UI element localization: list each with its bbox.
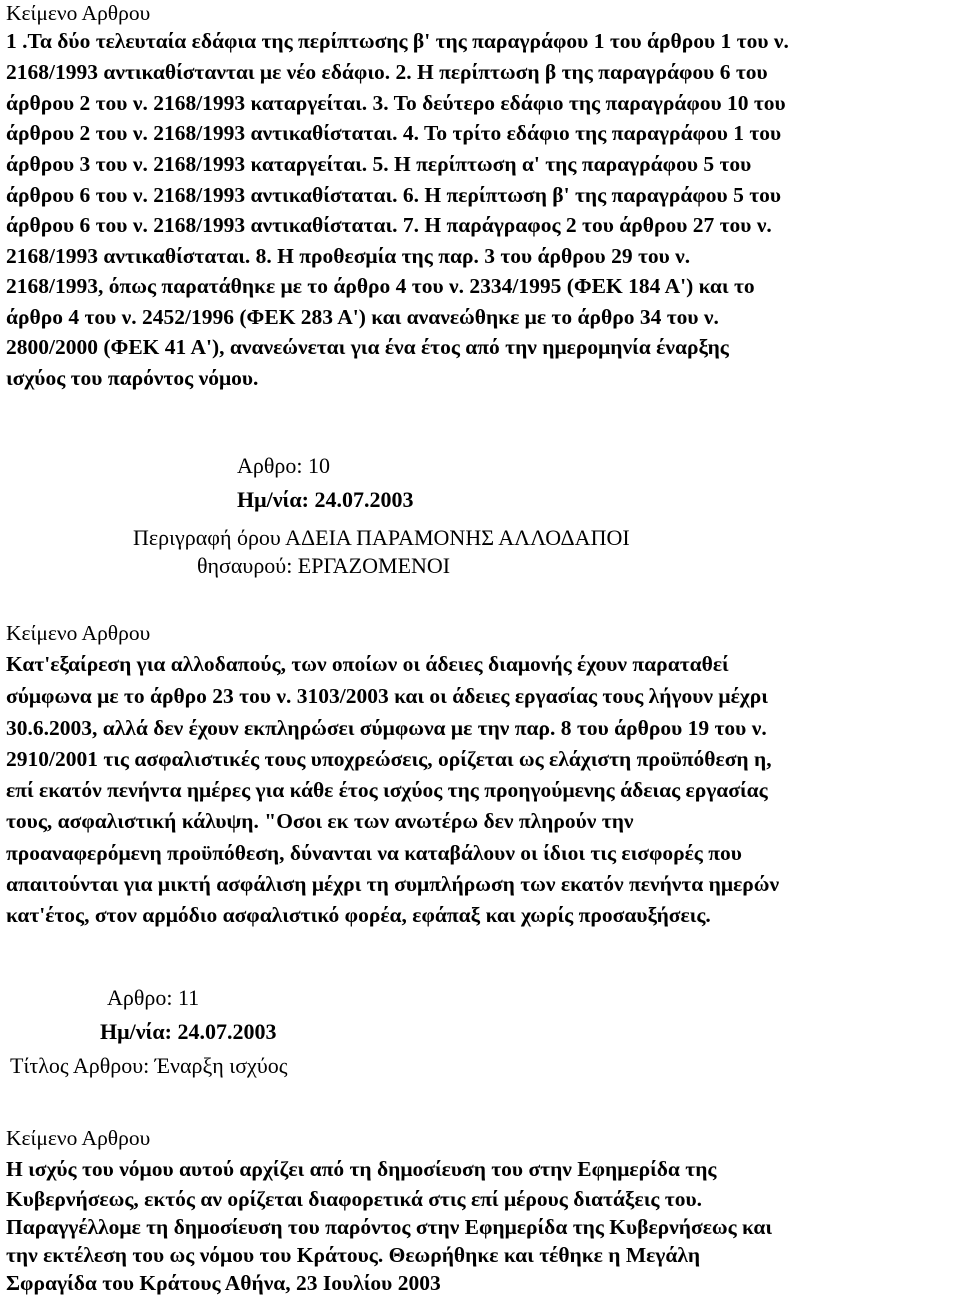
section1-label: Κείμενο Αρθρου — [6, 1, 151, 25]
article10-line-7: προαναφερόμενη προϋπόθεση, δύνανται να καταβάλουν οι ίδιοι τις εισφορές που — [6, 841, 742, 865]
section1-line-10: άρθρο 4 του ν. 2452/1996 (ΦΕΚ 283 Α') και ανανεώθηκε με το άρθρο 34 του ν. — [6, 305, 719, 329]
section1-line-8: 2168/1993 αντικαθίσταται. 8. Η προθεσμία της παρ. 3 του άρθρου 29 του ν. — [6, 244, 691, 268]
section1-line-6: άρθρου 6 του ν. 2168/1993 αντικαθίσταται. 6. Η περίπτωση β' της παραγράφου 5 του — [6, 183, 782, 207]
article10-thesaurus: θησαυρού: ΕΡΓΑΖΟΜΕΝΟΙ — [197, 553, 451, 578]
article10-line-5: επί εκατόν πενήντα ημέρες για κάθε έτος ισχύος της προηγούμενης άδειας εργασίας — [6, 778, 768, 802]
section1-line-3: άρθρου 2 του ν. 2168/1993 καταργείται. 3. Το δεύτερο εδάφιο της παραγράφου 10 του — [6, 91, 786, 115]
section1-line-5: άρθρου 3 του ν. 2168/1993 καταργείται. 5. Η περίπτωση α' της παραγράφου 5 του — [6, 152, 752, 176]
article11-line-2: Κυβερνήσεως, εκτός αν ορίζεται διαφορετικά στις επί μέρους διατάξεις του. — [6, 1187, 702, 1211]
article10-line-2: σύμφωνα με το άρθρο 23 του ν. 3103/2003 και οι άδειες εργασίας τους λήγουν μέχρι — [6, 684, 768, 708]
article11-line-5: Σφραγίδα του Κράτους Αθήνα, 23 Ιουλίου 2003 — [6, 1271, 441, 1295]
article11-date: Ημ/νία: 24.07.2003 — [100, 1019, 277, 1044]
article11-line-1: Η ισχύς του νόμου αυτού αρχίζει από τη δημοσίευση του στην Εφημερίδα της — [6, 1157, 717, 1181]
section1-line-9: 2168/1993, όπως παρατάθηκε με το άρθρο 4 του ν. 2334/1995 (ΦΕΚ 184 Α') και το — [6, 274, 755, 298]
article10-line-3: 30.6.2003, αλλά δεν έχουν εκπληρώσει σύμφωνα με την παρ. 8 του άρθρου 19 του ν. — [6, 716, 767, 740]
article10-number: Αρθρο: 10 — [237, 453, 330, 478]
section1-line-11: 2800/2000 (ΦΕΚ 41 Α'), ανανεώνεται για ένα έτος από την ημερομηνία έναρξης — [6, 335, 729, 359]
article10-line-8: απαιτούνται για μικτή ασφάλιση μέχρι τη συμπλήρωση των εκατόν πενήντα ημερών — [6, 872, 780, 896]
article11-line-4: την εκτέλεση του ως νόμου του Κράτους. Θεωρήθηκε και τέθηκε η Μεγάλη — [6, 1243, 701, 1267]
article11-number: Αρθρο: 11 — [107, 985, 200, 1010]
article10-line-1: Κατ'εξαίρεση για αλλοδαπούς, των οποίων οι άδειες διαμονής έχουν παραταθεί — [6, 652, 729, 676]
article10-label: Κείμενο Αρθρου — [6, 621, 151, 645]
section1-line-4: άρθρου 2 του ν. 2168/1993 αντικαθίσταται. 4. Το τρίτο εδάφιο της παραγράφου 1 του — [6, 121, 782, 145]
article11-line-3: Παραγγέλλομε τη δημοσίευση του παρόντος στην Εφημερίδα της Κυβερνήσεως και — [6, 1215, 773, 1239]
section1-line-2: 2168/1993 αντικαθίστανται με νέο εδάφιο. 2. Η περίπτωση β της παραγράφου 6 του — [6, 60, 768, 84]
section1-line-1: 1 .Τα δύο τελευταία εδάφια της περίπτωσης β' της παραγράφου 1 του άρθρου 1 του ν. — [6, 29, 789, 53]
article10-line-9: κατ'έτος, στον αρμόδιο ασφαλιστικό φορέα, εφάπαξ και χωρίς προσαυξήσεις. — [6, 903, 711, 927]
article10-line-4: 2910/2001 τις ασφαλιστικές τους υποχρεώσεις, ορίζεται ως ελάχιστη προϋπόθεση η, — [6, 747, 772, 771]
section1-line-12: ισχύος του παρόντος νόμου. — [6, 366, 259, 390]
section1-line-7: άρθρου 6 του ν. 2168/1993 αντικαθίσταται. 7. Η παράγραφος 2 του άρθρου 27 του ν. — [6, 213, 772, 237]
article11-title: Τίτλος Αρθρου: Έναρξη ισχύος — [10, 1053, 288, 1078]
article11-label: Κείμενο Αρθρου — [6, 1126, 151, 1150]
article10-line-6: τους, ασφαλιστική κάλυψη. "Οσοι εκ των ανωτέρω δεν πληρούν την — [6, 809, 634, 833]
article10-date: Ημ/νία: 24.07.2003 — [237, 487, 414, 512]
article10-description: Περιγραφή όρου ΑΔΕΙΑ ΠΑΡΑΜΟΝΗΣ ΑΛΛΟΔΑΠΟΙ — [133, 525, 630, 550]
